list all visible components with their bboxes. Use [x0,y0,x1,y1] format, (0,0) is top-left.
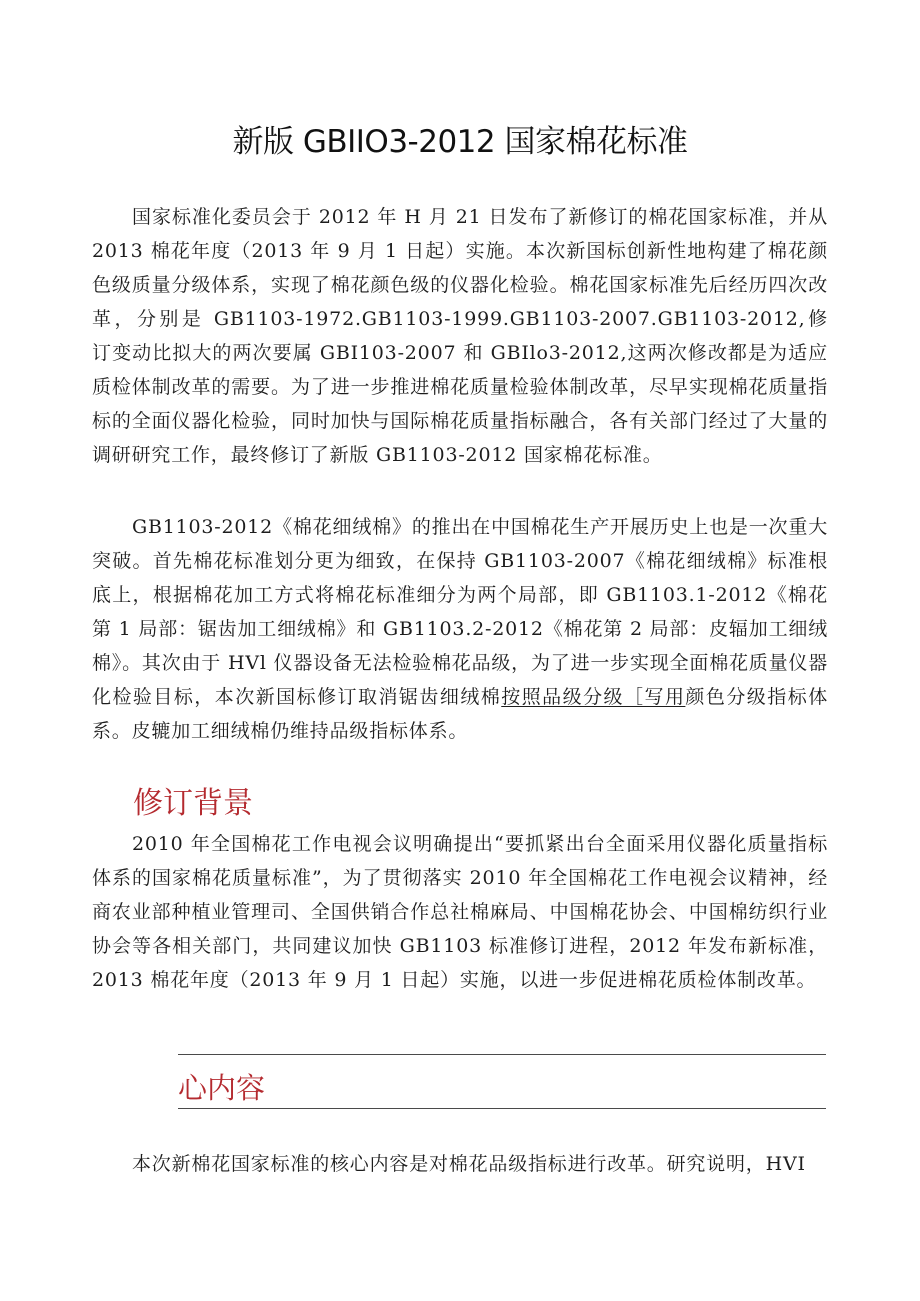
paragraph-revision-background: 2010 年全国棉花工作电视会议明确提出“要抓紧出台全面采用仪器化质量指标体系的国家棉花质量标准”，为了贯彻落实 2010 年全国棉花工作电视会议精神，经商农业部种植业管理司、全国供销合作总社棉麻局、中国棉花协会、中国棉纺织行业协会等各相关部门，共同建议加快 GB1103 标准修订进程，2012 年发布新标准，2013 棉花年度（2013 年 9 月 1 日起）实施，以进一步促进棉花质检体制改革。 [92,833,828,991]
paragraph-2-start: GB1103-2012《棉花细绒棉》的推出在中国棉花生产开展历史上也是一次重大突破。首先棉花标准划分更为细致，在保持 GB1103-2007《棉花细绒棉》标准根底上，根据棉花加工方式将棉花标准细分为两个局部，即 GB1103.1-2012《棉花第 1 局部：锯齿加工细绒棉》和 GB1103.2-2012《棉花第 2 局部：皮辐加工细绒棉》。其次由于 HVl 仪器设备无法检验棉花品级，为了进一步实现全面棉花质量仪器化检验目标，本次新国标修订取消锯齿细绒棉 [92,516,828,708]
underlined-phrase: 按照品级分级［写用 [501,686,686,708]
paragraph-2-end: 颜色分级指标体系。皮辘加工细绒棉仍维持品级指标体系。 [92,686,828,742]
section-divider-top [178,1054,826,1055]
paragraph-core-content: 本次新棉花国家标准的核心内容是对棉花品级指标进行改革。研究说明，HVI [132,1153,806,1175]
paragraph-gb1103-2012-breakthrough [92,510,828,748]
section-heading-core-content: 心内容 [178,1071,266,1105]
section-divider-bottom [178,1108,826,1109]
section-heading-revision-background: 修订背景 [133,786,253,821]
document-title: 新版 GBIIO3-2012 国家棉花标准 [232,124,688,160]
paragraph-standard-revision: 国家标准化委员会于 2012 年 H 月 21 日发布了新修订的棉花国家标准，并从 2013 棉花年度（2013 年 9 月 1 日起）实施。本次新国标创新性地构建了棉花颜色级质量分级体系，实现了棉花颜色级的仪器化检验。棉花国家标准先后经历四次改革，分别是 GB1103-1972.GB1103-1999.GB1103-2007.GB1103-2012,修订变动比拟大的两次要属 GBI103-2007 和 GBIlo3-2012,这两次修改都是为适应质检体制改革的需要。为了进一步推进棉花质量检验体制改革，尽早实现棉花质量指标的全面仪器化检验，同时加快与国际棉花质量指标融合，各有关部门经过了大量的调研研究工作，最终修订了新版 GB1103-2012 国家棉花标准。 [92,206,828,466]
